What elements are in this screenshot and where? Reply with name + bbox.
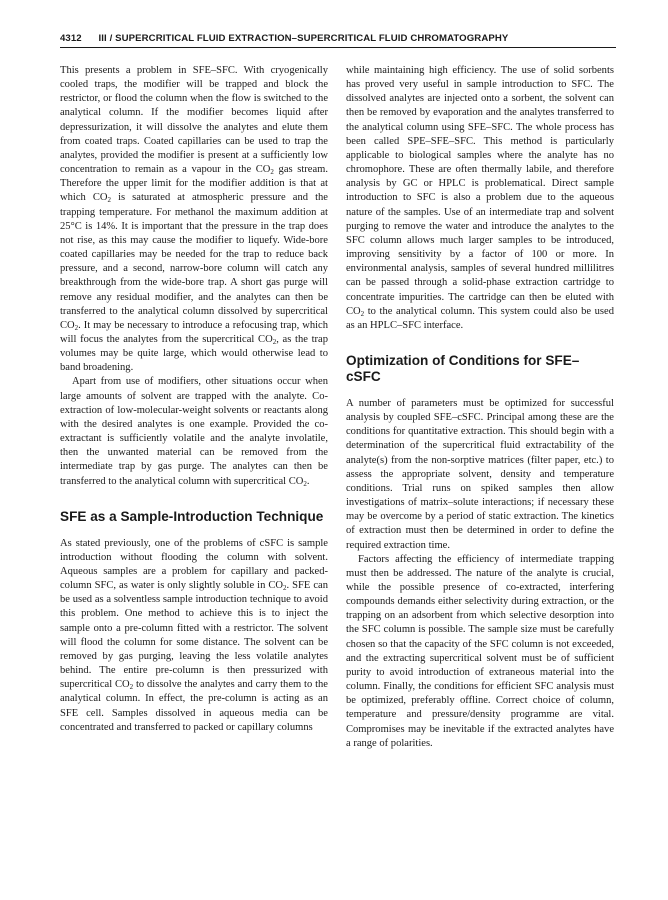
paragraph: This presents a problem in SFE–SFC. With cryogenically cooled traps, the modifier will be trapped and block the restrictor, or flood the column when the flow is switched to the analytical column. If the modifier becomes liquid after depressurization, it will dissolve the analytes and elute them from coated traps. Coated capillaries can be used to trap the analytes, provided the modifier is present at a sufficiently low concentration to remain as a vapour in the $CO_2$ gas stream. Therefore the upper limit for the modifier addition is that at which $CO_2$ is saturated at atmospheric pressure and the trapping temperature. For methanol the maximum addition at 25°C is 14%. It is important that the pressure in the trap does not rise, as this may cause the modifier to liquefy. Wide-bore coated capillaries may be needed for the trap to reduce back pressure, and a second, narrow-bore column will catch any breakthrough from the wide-bore trap. A short gas purge will remove any residual modifier, and the analytes can then be transferred to the analytical column dissolved by supercritical $CO_2$. It may be necessary to introduce a refocusing trap, which will focus the analytes from the supercritical $CO_2$, as the trap volumes may be quite large, which would otherwise lead to band broadening.	[60, 65, 328, 374]
running-header	[60, 33, 616, 44]
running-title: III / SUPERCRITICAL FLUID EXTRACTION–SUPERCRITICAL FLUID CHROMATOGRAPHY	[98, 33, 509, 44]
section-heading: SFE as a Sample-Introduction Technique	[60, 508, 324, 524]
paragraph: As stated previously, one of the problems of cSFC is sample introduction without flooding the column with solvent. Aqueous samples are a problem for capillary and packed-column SFC, as water is only slightly soluble in $CO_2$. SFE can be used as a solventless sample introduction technique to avoid this problem. One method to achieve this is to inject the sample onto a pre-column fitted with a restrictor. The solvent will flood the column for some distance. The solvent can be removed by gas purging, leaving the less volatile analytes behind. The entire pre-column is then pressurized with supercritical $CO_2$ to dissolve the analytes and carry them to the analytical column. In effect, the pre-column is acting as an SFE cell. Samples dissolved in aqueous media can be concentrated and transferred to packed or capillary columns	[60, 537, 328, 733]
page-number: 4312	[60, 33, 82, 44]
paragraph: while maintaining high efficiency. The use of solid sorbents has proved very useful in sample introduction to SFC. The dissolved analytes are injected onto a sorbent, the solvent can then be removed by evaporation and the analytes transferred to the analytical column using SFE–SFC. The whole process has been called SPE–SFE–SFC. This method is particularly applicable to biological samples where the analyte has no chromophore. These are often thermally labile, and therefore analysis by GC or HPLC is problematical. Direct sample introduction to SFC is also a problem due to the aqueous nature of the samples. Use of an intermediate trap and solvent purging to remove the water and introduce the analytes to the SFC column allows much larger samples to be introduced, improving sensitivity by a factor of 100 or more. In environmental analysis, samples of several hundred millilitres can be passed through a solid-phase extraction cartridge to concentrate impurities. The cartridge can then be eluted with $CO_2$ to the analytical column. This system could also be used as an HPLC–SFC interface.	[346, 65, 614, 331]
paragraph: Apart from use of modifiers, other situations occur when large amounts of solvent are trapped with the analyte. Co-extraction of low-molecular-weight solvents or reactants along with the desired analytes is one example. Provided the co-extractant is sufficiently volatile and the analyte involatile, then the unwanted material can be removed from the intermediate trap by gas purge. The analytes can then be transferred to the analytical column with supercritical $CO_2$.	[60, 376, 328, 488]
paragraph: Factors affecting the efficiency of intermediate trapping must then be addressed. The nature of the analyte is crucial, while the possible presence of co-extracted, interfering compounds demands either selectivity during extraction, or the trapping on an adsorbent from which selective desorption into the SFC column is possible. The sample size must be carefully chosen so that the capacity of the SFC column is not exceeded, and the extracting supercritical solvent must be of sufficient purity to avoid introduction of extraneous material into the column. Finally, the conditions for efficient SFC analysis must be optimized, preferably offline. Correct choice of column, temperature and pressure/density programme are vital. Compromises may be inevitable if the extracted analytes have a range of polarities.	[346, 553, 614, 749]
paragraph: A number of parameters must be optimized for successful analysis by coupled SFE–cSFC. Principal among these are the conditions for quantitative extraction. This should begin with a determination of the supercritical fluid extractability of the analyte(s) from the non-sorptive matrices (filter paper, etc.) to assess the appropriate solvent, density and temperature conditions. Trial runs on spiked samples then allow investigations of matrix–solute interactions; if necessary these may be overcome by a period of static extraction. The kinetics of extraction must then be determined in order to define the required extraction time.	[346, 397, 614, 551]
left-column	[60, 64, 328, 735]
right-column	[346, 64, 614, 751]
section-heading: Optimization of Conditions for SFE–cSFC	[346, 352, 580, 384]
header-rule	[60, 47, 616, 48]
